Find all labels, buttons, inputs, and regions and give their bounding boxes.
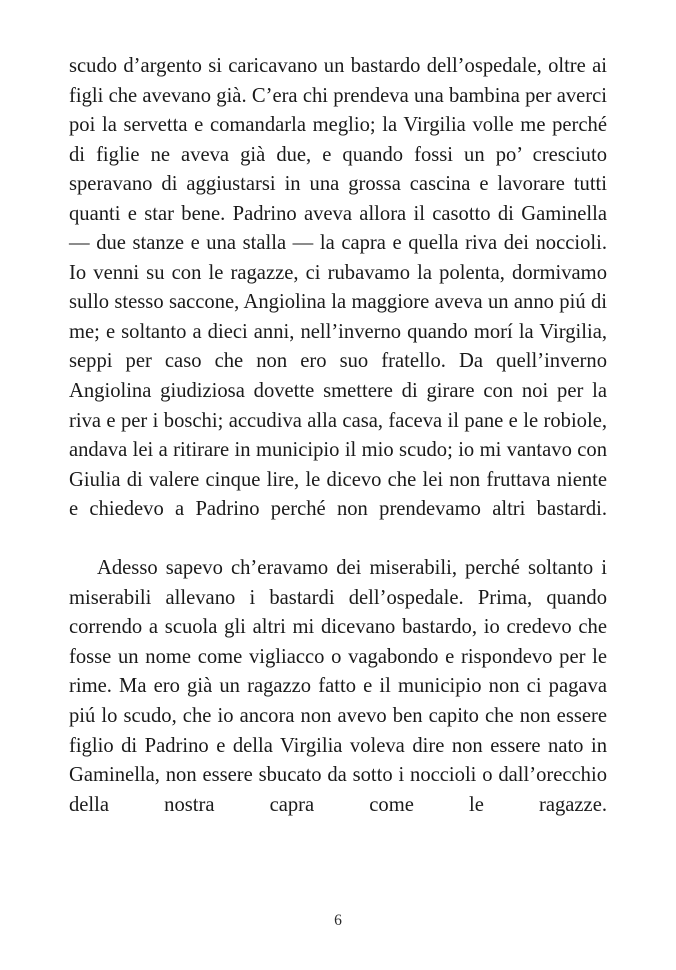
page-number: 6 bbox=[334, 912, 342, 929]
body-paragraph-2: Adesso sapevo ch’eravamo dei miserabili, perché soltanto i miserabili allevano i bastardi dell’ospedale. Prima, quando correndo a scuola gli altri mi dicevano bastardo, io credevo che fosse un nome come vigliacco o vagabondo e rispondevo per le rime. Ma ero già un ragazzo fatto e il municipio non ci pagava piú lo scudo, che io ancora non avevo ben capito che non essere figlio di Padrino e della Virgilia voleva dire non essere nato in Gaminella, non essere sbucato da sotto i noccioli o dall’orecchio della nostra capra come le ragazze. bbox=[69, 557, 607, 816]
page-text-block bbox=[69, 52, 607, 850]
body-paragraph-1: scudo d’argento si caricavano un bastardo dell’ospedale, oltre ai figli che avevano già. C’era chi prendeva una bambina per averci poi la servetta e comandarla meglio; la Virgilia volle me perché di figlie ne aveva già due, e quando fossi un po’ cresciuto speravano di aggiustarsi in una grossa cascina e lavorare tutti quanti e star bene. Padrino aveva allora il casotto di Gaminella — due stanze e una stalla — la capra e quella riva dei noccioli. Io venni su con le ragazze, ci rubavamo la polenta, dormivamo sullo stesso saccone, Angiolina la maggiore aveva un anno piú di me; e soltanto a dieci anni, nell’inverno quando morí la Virgilia, seppi per caso che non ero suo fratello. Da quell’inverno Angiolina giudiziosa dovette smettere di girare con noi per la riva e per i boschi; accudiva alla casa, faceva il pane e le robiole, andava lei a ritirare in municipio il mio scudo; io mi vantavo con Giulia di valere cinque lire, le dicevo che lei non fruttava niente e chiedevo a Padrino perché non prendevamo altri bastardi. bbox=[69, 55, 607, 521]
